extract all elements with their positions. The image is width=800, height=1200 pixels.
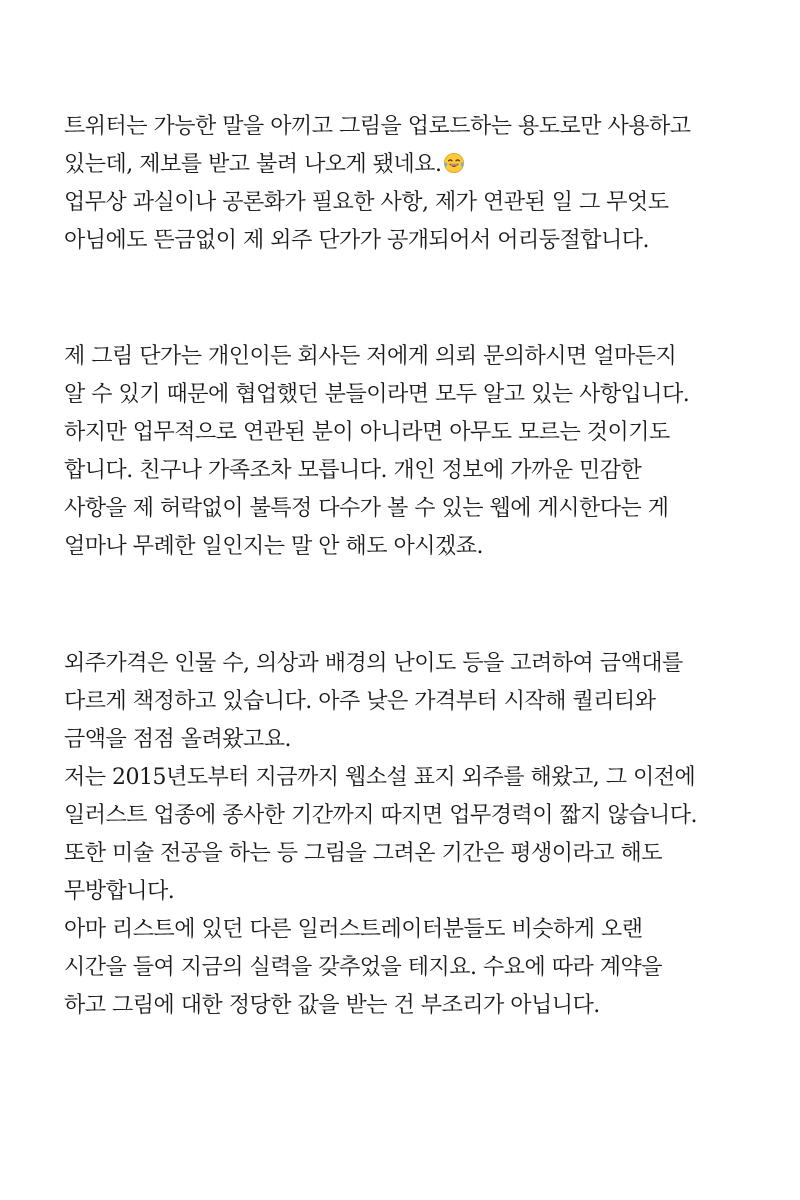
text-line: 하고 그림에 대한 정당한 값을 받는 건 부조리가 아닙니다. bbox=[64, 993, 600, 1018]
text-line: 금액을 점점 올려왔고요. bbox=[64, 727, 292, 752]
paragraph-3 bbox=[64, 645, 754, 1025]
text-line: 트위터는 가능한 말을 아끼고 그림을 업로드하는 용도로만 사용하고 bbox=[64, 114, 691, 139]
text-line: 업무상 과실이나 공론화가 필요한 사항, 제가 연관된 일 그 무엇도 bbox=[64, 190, 669, 215]
text-line: 제 그림 단가는 개인이든 회사든 저에게 의뢰 문의하시면 얼마든지 bbox=[64, 344, 677, 369]
text-line: 얼마나 무례한 일인지는 말 안 해도 아시겠죠. bbox=[64, 534, 483, 559]
text-line: 알 수 있기 때문에 협업했던 분들이라면 모두 알고 있는 사항입니다. bbox=[64, 382, 690, 407]
text-line: 외주가격은 인물 수, 의상과 배경의 난이도 등을 고려하여 금액대를 bbox=[64, 651, 683, 676]
text-line: 시간을 들여 지금의 실력을 갖추었을 테지요. 수요에 따라 계약을 bbox=[64, 955, 662, 980]
text-line: 다르게 책정하고 있습니다. 아주 낮은 가격부터 시작해 퀄리티와 bbox=[64, 689, 656, 714]
text-line: 사항을 제 허락없이 불특정 다수가 볼 수 있는 웹에 게시한다는 게 bbox=[64, 496, 669, 521]
paragraph-2 bbox=[64, 338, 754, 566]
document-body bbox=[64, 108, 754, 1025]
text-line: 또한 미술 전공을 하는 등 그림을 그려온 기간은 평생이라고 해도 bbox=[64, 841, 662, 866]
text-line: 저는 2015년도부터 지금까지 웹소설 표지 외주를 해왔고, 그 이전에 bbox=[64, 765, 696, 790]
text-line: 합니다. 친구나 가족조차 모릅니다. 개인 정보에 가까운 민감한 bbox=[64, 458, 642, 483]
text-line: 아님에도 뜬금없이 제 외주 단가가 공개되어서 어리둥절합니다. bbox=[64, 228, 650, 253]
text-line: 일러스트 업종에 종사한 기간까지 따지면 업무경력이 짧지 않습니다. bbox=[64, 803, 698, 828]
tears-of-joy-emoji-icon bbox=[443, 152, 465, 174]
text-line: 무방합니다. bbox=[64, 879, 175, 904]
paragraph-1 bbox=[64, 108, 754, 260]
text-line-text: 있는데, 제보를 받고 불려 나오게 됐네요. bbox=[64, 152, 442, 177]
text-line: 하지만 업무적으로 연관된 분이 아니라면 아무도 모르는 것이기도 bbox=[64, 420, 670, 445]
text-line-with-emoji bbox=[64, 146, 754, 184]
text-line: 아마 리스트에 있던 다른 일러스트레이터분들도 비슷하게 오랜 bbox=[64, 917, 643, 942]
